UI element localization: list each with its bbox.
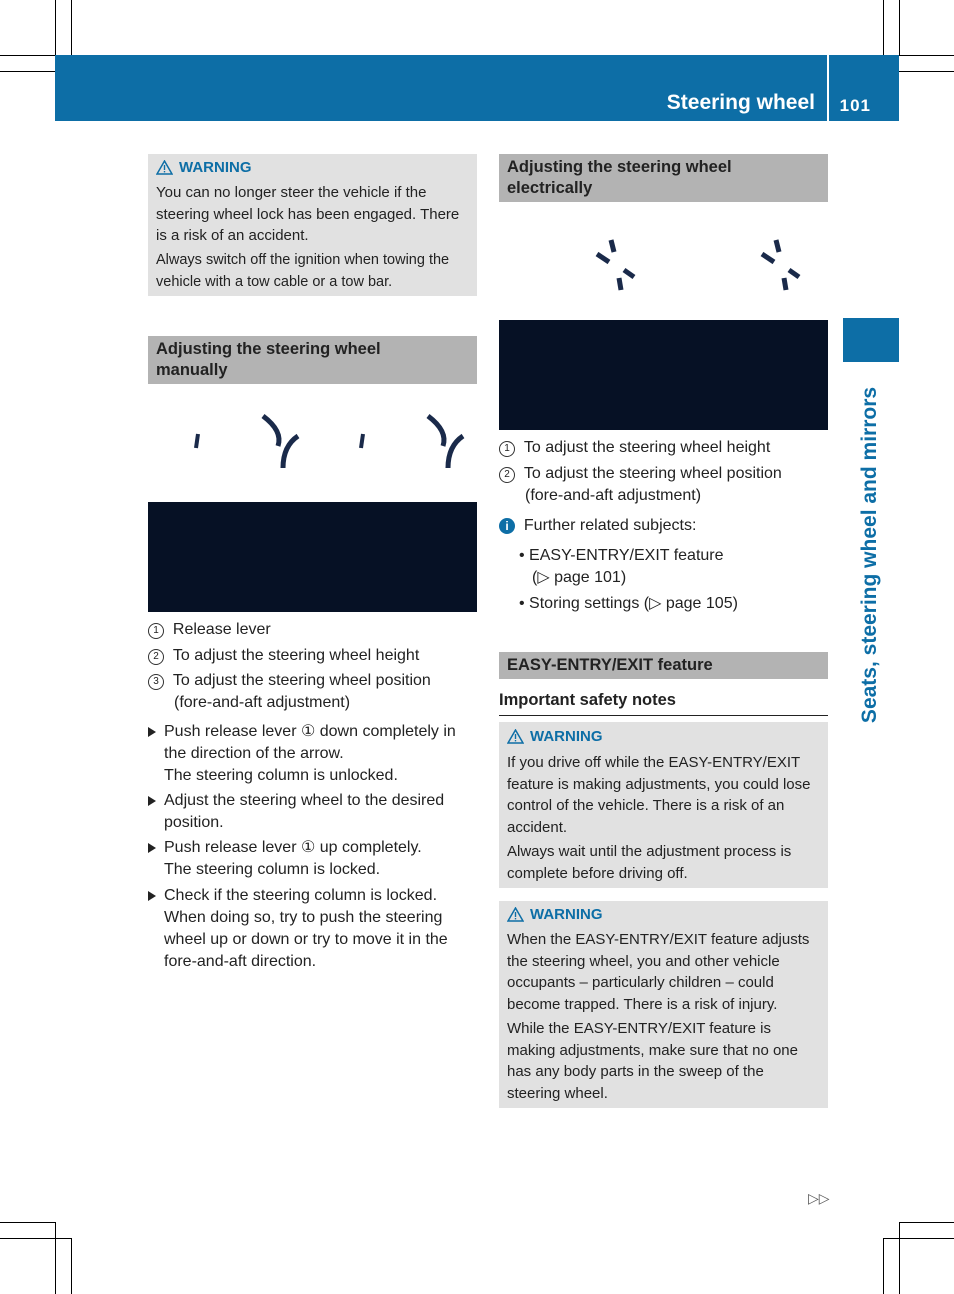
step-arrow-icon	[148, 843, 156, 853]
step-line: Push release lever ① down completely in	[164, 723, 456, 740]
info-icon: i	[499, 518, 515, 534]
section-tab	[843, 318, 899, 362]
bullet-text: Storing settings (▷ page 105)	[529, 595, 738, 612]
warning-text	[507, 752, 811, 838]
legend-text: To adjust the steering wheel height	[523, 439, 771, 456]
crop-mark	[883, 1238, 954, 1239]
text-line: When the EASY-ENTRY/EXIT feature adjusts	[507, 931, 810, 948]
warning-box	[499, 901, 828, 1108]
text-line: has any body parts in the sweep of the	[507, 1063, 764, 1080]
text-line: become trapped. There is a risk of injury.	[507, 995, 778, 1013]
legend-text: Release lever	[172, 621, 271, 638]
heading-line: Adjusting the steering wheel	[507, 158, 732, 176]
crop-mark	[71, 0, 72, 55]
warning-triangle-icon	[156, 160, 173, 175]
bullet-text[interactable]: (▷ page 101)	[532, 569, 627, 586]
divider	[499, 715, 828, 716]
crop-mark	[0, 55, 55, 56]
step-arrow-icon	[148, 796, 156, 806]
legend-list	[148, 619, 477, 714]
illustration-manual	[148, 386, 477, 502]
legend-text: (fore-and-aft adjustment)	[174, 694, 351, 711]
illustration-electric	[499, 204, 828, 320]
warning-label: WARNING	[179, 159, 252, 176]
crop-mark	[883, 1238, 884, 1294]
step-item	[164, 790, 444, 834]
warning-text	[156, 182, 459, 247]
text-line: vehicle with a tow cable or a tow bar.	[156, 273, 393, 290]
legend-item	[499, 463, 828, 485]
subheading: Important safety notes	[499, 691, 676, 709]
warning-text	[507, 1018, 798, 1104]
step-line: position.	[164, 814, 224, 831]
text-line: While the EASY-ENTRY/EXIT feature is	[507, 1020, 772, 1037]
header-separator	[827, 55, 829, 121]
text-line: occupants – particularly children – could	[507, 974, 774, 991]
text-line: You can no longer steer the vehicle if the	[156, 184, 427, 201]
step-line: fore-and-aft direction.	[164, 953, 317, 970]
text-line: steering wheel lock has been engaged. There	[156, 205, 460, 223]
bullet-item[interactable]: • EASY-ENTRY/EXIT feature	[519, 547, 724, 564]
callout-number: 1	[148, 623, 164, 639]
crop-mark	[899, 1222, 900, 1294]
step-line: The steering column is locked.	[164, 861, 381, 878]
crop-mark	[883, 0, 884, 55]
callout-number: 2	[148, 649, 164, 665]
legend-item	[499, 437, 828, 463]
crop-mark	[71, 1238, 72, 1294]
warning-box	[499, 722, 828, 888]
bullet-text: EASY-ENTRY/EXIT feature	[529, 547, 724, 564]
text-line: Always switch off the ignition when towing the	[156, 252, 450, 268]
adjustment-arrows-icon	[499, 204, 828, 320]
text-line: is a risk of an accident.	[156, 227, 309, 244]
text-line: steering wheel.	[507, 1084, 608, 1102]
crop-mark	[0, 1222, 55, 1223]
legend-item	[148, 670, 477, 692]
warning-text	[156, 250, 449, 293]
legend-list	[499, 437, 828, 507]
step-item	[164, 837, 422, 881]
crop-mark	[55, 0, 56, 55]
legend-text: To adjust the steering wheel position	[172, 672, 431, 689]
step-item	[164, 885, 448, 973]
step-line: Adjust the steering wheel to the desired	[164, 792, 445, 809]
crop-mark	[0, 71, 55, 72]
legend-text: To adjust the steering wheel position	[523, 465, 782, 482]
illustration-dark-panel	[148, 502, 477, 612]
step-line: wheel up or down or try to move it in the	[164, 931, 448, 948]
section-heading	[148, 336, 477, 384]
bullet-list	[519, 545, 738, 615]
page-title: Steering wheel	[666, 91, 815, 114]
warning-triangle-icon	[507, 729, 524, 744]
text-line: feature is making adjustments, you could lose	[507, 775, 811, 793]
legend-item	[148, 619, 477, 645]
page-number: 101	[839, 96, 871, 115]
heading-line: electrically	[507, 178, 593, 197]
step-line: Check if the steering column is locked.	[164, 887, 438, 904]
side-section-title: Seats, steering wheel and mirrors	[858, 386, 881, 724]
callout-number: 3	[148, 674, 164, 690]
text-line: the steering wheel, you and other vehicle	[507, 952, 780, 970]
info-text: Further related subjects:	[523, 517, 697, 534]
warning-triangle-icon	[507, 907, 524, 922]
text-line: complete before driving off.	[507, 864, 688, 882]
heading-line: Adjusting the steering wheel	[156, 340, 381, 358]
heading-line: manually	[156, 360, 228, 379]
warning-header	[507, 728, 603, 745]
step-line: the direction of the arrow.	[164, 745, 344, 762]
step-arrow-icon	[148, 727, 156, 737]
illustration-dark-panel	[499, 320, 828, 430]
crop-mark	[899, 71, 954, 72]
adjustment-arrows-icon	[148, 386, 477, 502]
page-header	[55, 55, 899, 121]
callout-number: 2	[499, 467, 515, 483]
heading-line: EASY-ENTRY/EXIT feature	[507, 656, 713, 674]
warning-header	[156, 159, 252, 176]
legend-text: To adjust the steering wheel height	[172, 647, 420, 664]
section-heading	[499, 154, 828, 202]
callout-number: 1	[499, 441, 515, 457]
crop-mark	[899, 0, 900, 55]
crop-mark	[899, 55, 954, 56]
step-line: The steering column is unlocked.	[164, 767, 398, 784]
text-line: making adjustments, make sure that no one	[507, 1041, 798, 1059]
step-line: Push release lever ① up completely.	[164, 839, 422, 856]
step-arrow-icon	[148, 891, 156, 901]
warning-label: WARNING	[530, 728, 603, 745]
warning-box	[148, 154, 477, 296]
crop-mark	[55, 1222, 56, 1294]
legend-text: (fore-and-aft adjustment)	[525, 487, 702, 504]
text-line: accident.	[507, 818, 568, 836]
warning-text	[507, 929, 809, 1015]
info-note	[499, 515, 696, 537]
warning-header	[507, 906, 603, 923]
bullet-item[interactable]: • Storing settings (▷ page 105)	[519, 595, 738, 612]
text-line: control of the vehicle. There is a risk of an	[507, 797, 785, 814]
warning-text	[507, 841, 791, 884]
text-line: Always wait until the adjustment process is	[507, 843, 792, 860]
continue-marker: ▷▷	[808, 1190, 830, 1206]
crop-mark	[899, 1222, 954, 1223]
warning-label: WARNING	[530, 906, 603, 923]
text-line: If you drive off while the EASY-ENTRY/EXIT	[507, 754, 801, 771]
legend-item	[148, 645, 477, 670]
crop-mark	[0, 1238, 71, 1239]
section-heading	[499, 652, 828, 679]
step-item	[164, 721, 456, 787]
step-line: When doing so, try to push the steering	[164, 909, 443, 926]
